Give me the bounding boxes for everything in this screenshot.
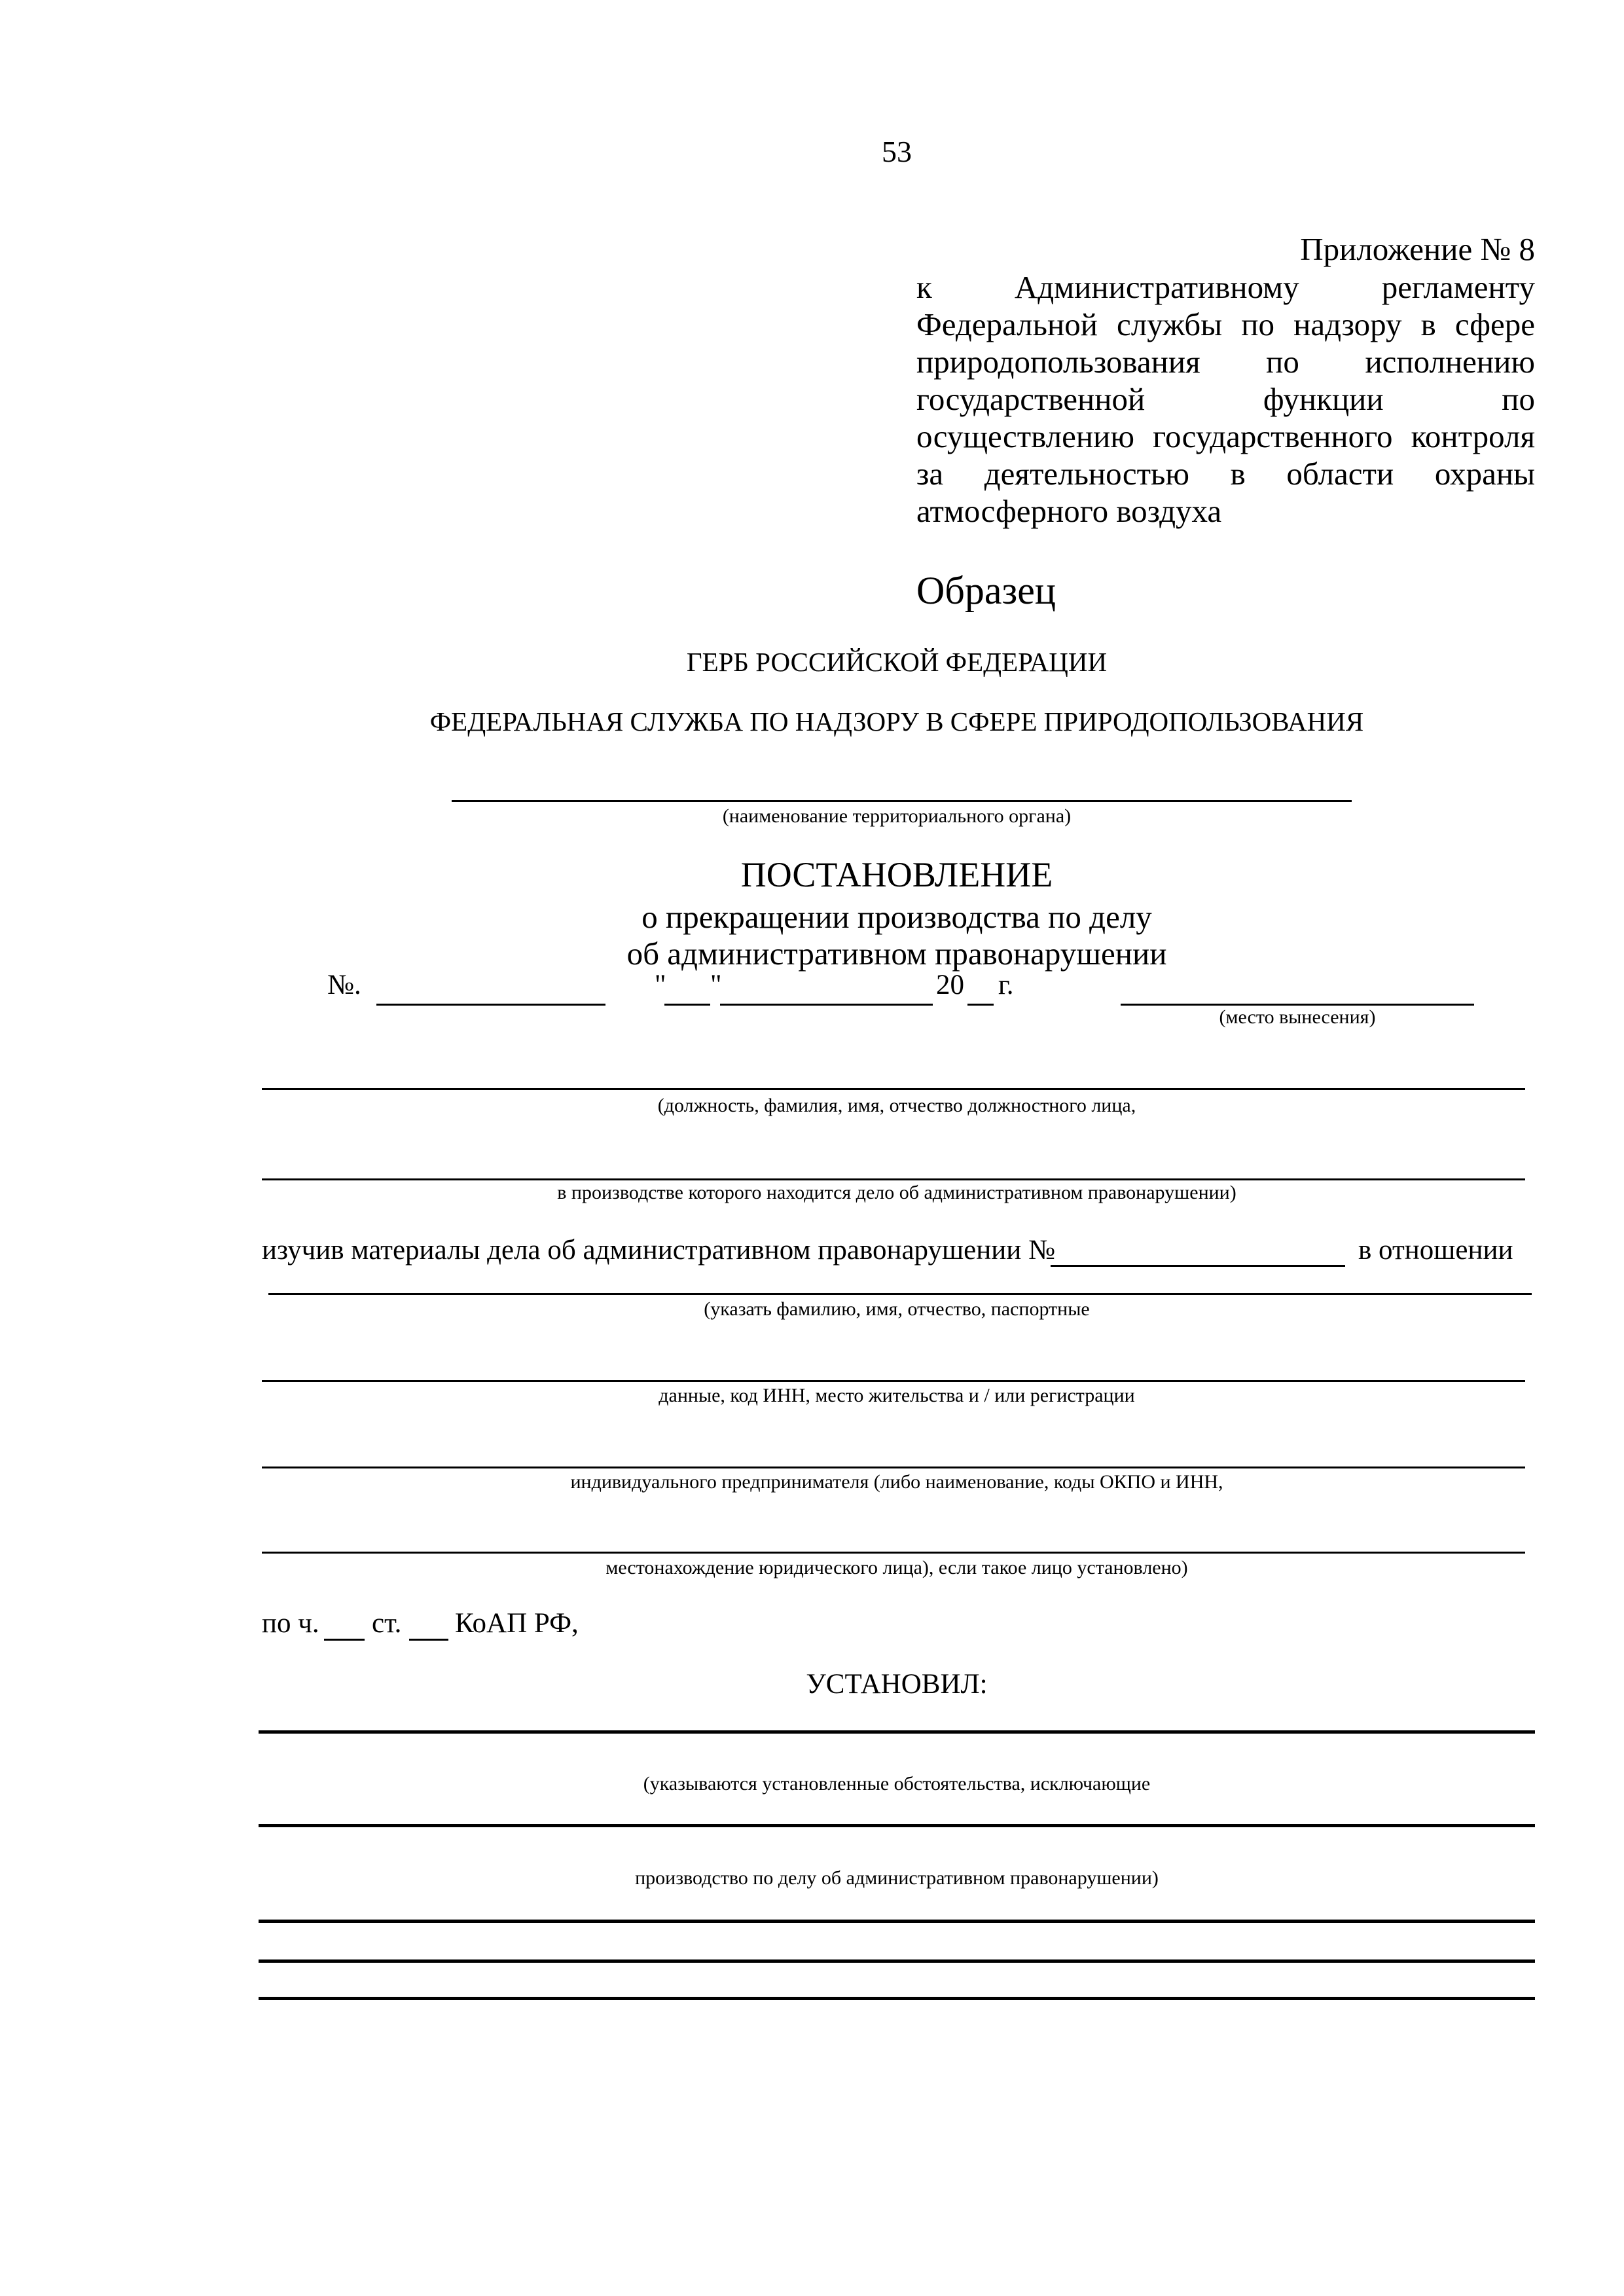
- month-field[interactable]: [720, 1004, 933, 1006]
- code-label: КоАП РФ,: [455, 1608, 579, 1639]
- person-caption-3: индивидуального предпринимателя (либо наименование, коды ОКПО и ИНН,: [570, 1471, 1223, 1493]
- established-caption-2: производство по делу об административном правонарушении): [635, 1867, 1159, 1889]
- article-label: ст.: [372, 1608, 402, 1639]
- person-caption-1: (указать фамилию, имя, отчество, паспортные: [704, 1298, 1090, 1320]
- territorial-body-line[interactable]: [452, 800, 1352, 802]
- established-line-2[interactable]: [259, 1824, 1535, 1827]
- official-line-2[interactable]: [262, 1178, 1525, 1180]
- number-label: №.: [327, 970, 361, 1000]
- established-line-1[interactable]: [259, 1730, 1535, 1734]
- page-number: 53: [882, 135, 912, 168]
- established-line-3[interactable]: [259, 1920, 1535, 1923]
- person-caption-2: данные, код ИНН, место жительства и / или регистрации: [659, 1385, 1135, 1406]
- established-caption-1: (указываются установленные обстоятельства, исключающие: [643, 1773, 1151, 1795]
- document-subtitle-1: о прекращении производства по делу: [641, 899, 1152, 935]
- official-line-1[interactable]: [262, 1088, 1525, 1090]
- year-suffix: г.: [998, 970, 1014, 1000]
- day-field[interactable]: [664, 1004, 710, 1006]
- coat-of-arms-label: ГЕРБ РОССИЙСКОЙ ФЕДЕРАЦИИ: [686, 647, 1108, 677]
- appendix-body: к Административному регламенту Федеральной службы по надзору в сфере природопользования по исполнению государственной функции по осуществлению государственного контроля за деятельностью в области охраны атмосферного воздуха: [916, 269, 1535, 529]
- number-field[interactable]: [376, 1004, 605, 1006]
- study-line-prefix: изучив материалы дела об административном правонарушении №: [262, 1235, 1055, 1266]
- agency-name: ФЕДЕРАЛЬНАЯ СЛУЖБА ПО НАДЗОРУ В СФЕРЕ ПРИРОДОПОЛЬЗОВАНИЯ: [429, 706, 1364, 737]
- part-field[interactable]: [324, 1639, 365, 1641]
- year-prefix: 20: [936, 970, 964, 1000]
- person-line-4[interactable]: [262, 1552, 1525, 1554]
- appendix-title: Приложение № 8: [1300, 231, 1535, 267]
- document-subtitle-2: об административном правонарушении: [626, 936, 1167, 972]
- place-caption: (место вынесения): [1219, 1006, 1376, 1028]
- established-line-4[interactable]: [259, 1959, 1535, 1963]
- established-heading: УСТАНОВИЛ:: [806, 1669, 988, 1700]
- article-field[interactable]: [409, 1639, 448, 1641]
- day-quote-open: ": [655, 970, 666, 1000]
- part-label: по ч.: [262, 1608, 319, 1639]
- established-line-5[interactable]: [259, 1997, 1535, 2000]
- sample-label: Образец: [916, 569, 1056, 612]
- territorial-body-caption: (наименование территориального органа): [722, 805, 1072, 827]
- day-quote-close: ": [710, 970, 722, 1000]
- person-line-3[interactable]: [262, 1467, 1525, 1468]
- place-field[interactable]: [1121, 1004, 1474, 1006]
- document-title: ПОСТАНОВЛЕНИЕ: [740, 855, 1053, 894]
- case-number-field[interactable]: [1051, 1265, 1345, 1267]
- person-line-2[interactable]: [262, 1380, 1525, 1382]
- person-line-1[interactable]: [268, 1293, 1532, 1295]
- official-caption-1: (должность, фамилия, имя, отчество должностного лица,: [657, 1095, 1136, 1116]
- year-field[interactable]: [967, 1004, 994, 1006]
- official-caption-2: в производстве которого находится дело об административном правонарушении): [557, 1182, 1236, 1203]
- study-line-suffix: в отношении: [1358, 1235, 1513, 1266]
- person-caption-4: местонахождение юридического лица), если такое лицо установлено): [605, 1557, 1188, 1578]
